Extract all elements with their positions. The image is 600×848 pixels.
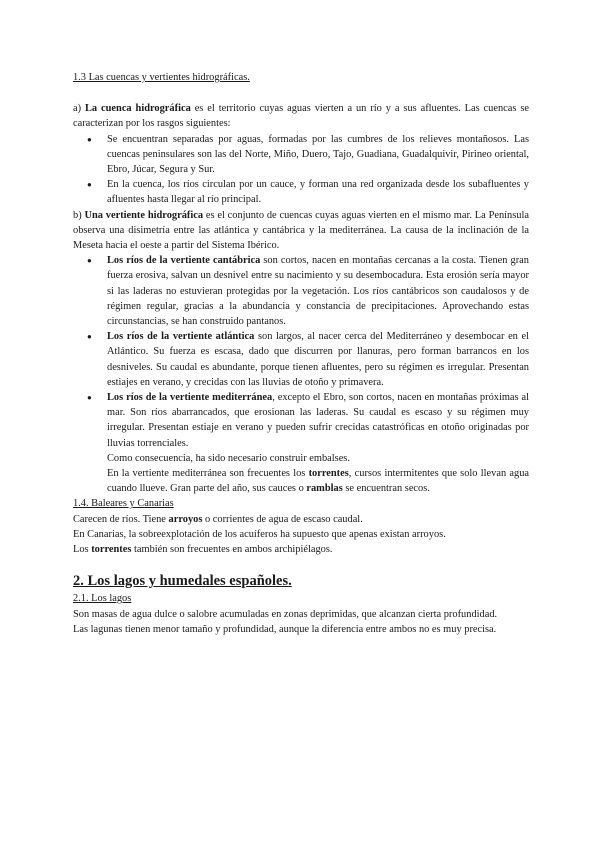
- list-item: ● Se encuentran separadas por aguas, formadas por las cumbres de los relieves montañosos. Las cuencas peninsulares son las del Norte, Miño, Duero, Tajo, Guadiana, Guadalquivir, Pirineo oriental, Ebro, Júcar, Segura y Sur.: [73, 132, 529, 178]
- paragraph-consequence: Como consecuencia, ha sido necesario construir embalses.: [107, 452, 350, 464]
- paragraph-arroyos: Carecen de ríos. Tiene arroyos o corrientes de agua de escaso caudal.: [73, 513, 363, 525]
- section-title-2: 2. Los lagos y humedales españoles.: [73, 573, 292, 590]
- term-cuenca: La cuenca hidrográfica: [85, 103, 191, 115]
- list-item: ● Los ríos de la vertiente atlántica son largos, al nacer cerca del Mediterráneo y desembocar en el Atlántico. Su fuerza es escasa, dado que discurren por llanuras, pero forman barrancos en los desniveles. Su caudal es abundante, porque tienen afluentes, pero su régimen es irregular. Presentan estiajes en verano, y crecidas con las lluvias de otoño y primavera.: [73, 329, 529, 390]
- paragraph-lagunas: Las lagunas tienen menor tamaño y profundidad, aunque la diferencia entre ambos no es muy precisa.: [73, 623, 497, 635]
- list-item: ● En la cuenca, los ríos circulan por un cauce, y forman una red organizada desde los subafluentes y afluentes hasta llegar al río principal.: [73, 177, 529, 207]
- paragraph-cuenca: a) La cuenca hidrográfica es el territorio cuyas aguas vierten a un río y a sus afluentes. Las cuencas se caracterizan por los rasgos siguientes:: [73, 103, 529, 130]
- term-vertiente: Una vertiente hidrográfica: [84, 209, 204, 221]
- section-title-1-4: 1.4. Baleares y Canarias: [73, 498, 174, 510]
- document-page: [73, 70, 529, 637]
- section-title-2-1: 2.1. Los lagos: [73, 593, 132, 605]
- paragraph-lagos: Son masas de agua dulce o salobre acumuladas en zonas deprimidas, que alcanzan cierta profundidad.: [73, 608, 498, 620]
- list-cuenca: [73, 132, 529, 208]
- list-item: ● Los ríos de la vertiente cantábrica son cortos, nacen en montañas cercanas a la costa. Tienen gran fuerza erosiva, salvan un desnivel entre su nacimiento y su desembocadura. Esta erosión sería mayor si las laderas no estuvieran protegidas por la vegetación. Los ríos cantábricos son caudalosos y de régimen regular, gracias a la abundancia y constancia de precipitaciones. Aprovechando estas circunstancias, se han construido pantanos.: [73, 253, 529, 329]
- paragraph-torrentes-archipielagos: Los torrentes también son frecuentes en ambos archipiélagos.: [73, 544, 333, 556]
- section-title-1-3: 1.3 Las cuencas y vertientes hidrográficas.: [73, 72, 250, 83]
- paragraph-vertiente: b) Una vertiente hidrográfica es el conjunto de cuencas cuyas aguas vierten en el mismo mar. La Península observa una disimetría entre las atlántica y cantábrica y la mediterránea. La causa de la inclinación de la Meseta hacia el oeste a partir del Sistema Ibérico.: [73, 209, 529, 252]
- list-item: ● Los ríos de la vertiente mediterránea, excepto el Ebro, son cortos, nacen en montañas próximas al mar. Son ríos abarrancados, que erosionan las laderas. Su caudal es escaso y su régimen muy irregular. Presentan estiaje en verano y pueden sufrir crecidas catastróficas en otoño originadas por lluvias torrenciales.: [73, 390, 529, 451]
- paragraph-torrentes: En la vertiente mediterránea son frecuentes los torrentes, cursos intermitentes que solo llevan agua cuando llueve. Gran parte del año, sus cauces o ramblas se encuentran secos.: [107, 468, 529, 495]
- list-vertientes: [73, 253, 529, 451]
- paragraph-canarias: En Canarias, la sobreexplotación de los acuíferos ha supuesto que apenas existan arroyos.: [73, 528, 446, 540]
